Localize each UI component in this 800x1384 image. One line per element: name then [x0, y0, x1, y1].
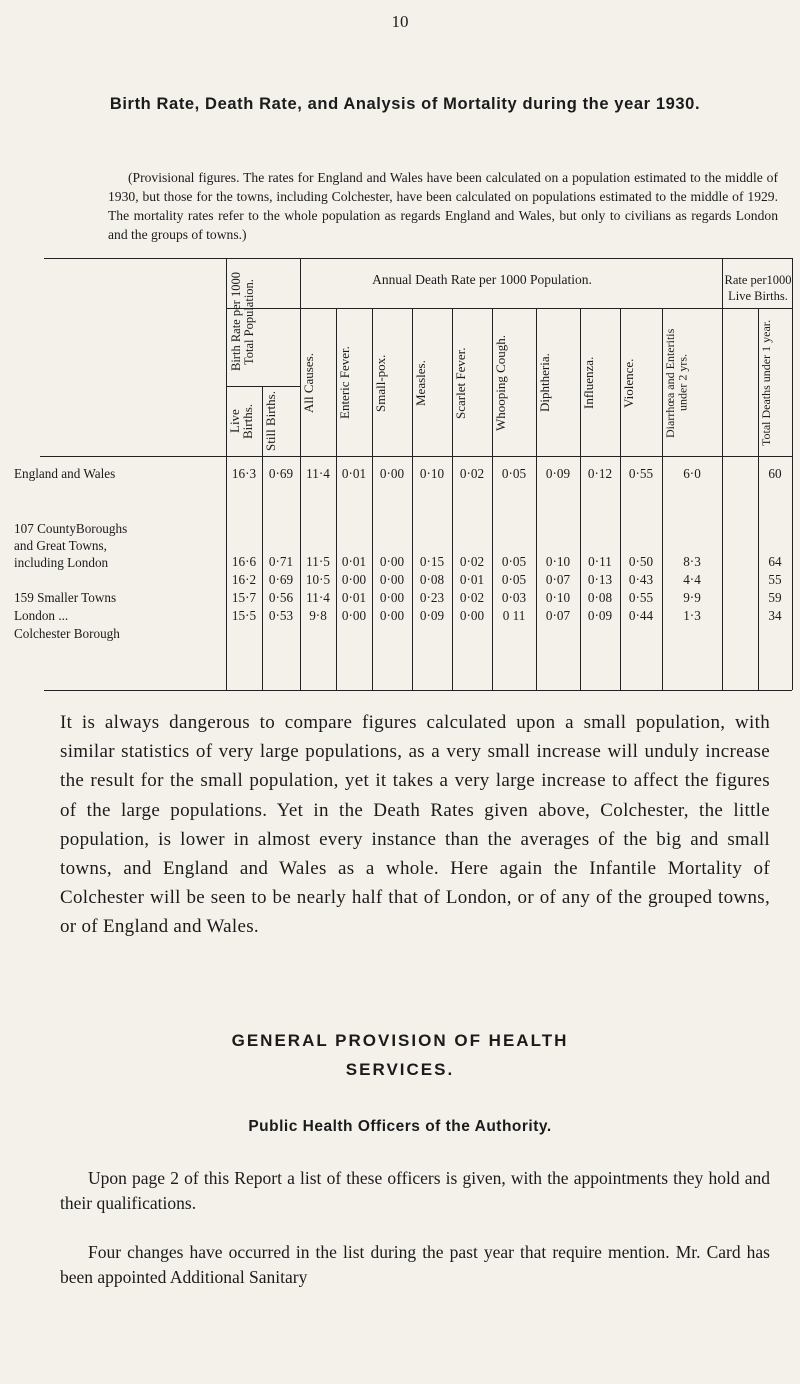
- table-cell: 0·09: [587, 608, 613, 623]
- page-number: 10: [391, 12, 409, 31]
- table-cell: 0·05: [501, 466, 527, 481]
- table-cell: 0·05: [501, 572, 527, 587]
- influenza-header: Influenza.: [581, 356, 596, 410]
- table-cell: 16·6: [231, 554, 257, 569]
- table-cell: 0·12: [587, 466, 613, 481]
- table-cell: 0·02: [459, 590, 485, 605]
- table-cell: 0·55: [628, 590, 654, 605]
- diarrhoea-header: Diarrhœa and Enteritis under 2 yrs.: [663, 328, 690, 438]
- table-cell: 0·09: [545, 466, 571, 481]
- table-cell: 0·00: [379, 466, 405, 481]
- table-cell: 0 11: [502, 608, 526, 623]
- table-cell: 10·5: [305, 572, 331, 587]
- table-cell: 0·01: [341, 466, 367, 481]
- table-cell: 4·4: [683, 572, 701, 587]
- diphtheria-header: Diphtheria.: [537, 353, 552, 413]
- table-cell: 0·07: [545, 572, 571, 587]
- table-cell: 8·3: [683, 554, 701, 569]
- table-cell: 59: [768, 590, 782, 605]
- table-cell: 0·44: [628, 608, 654, 623]
- table-cell: 15·7: [231, 590, 257, 605]
- table-cell: 1·3: [683, 608, 701, 623]
- body-paragraph: It is always dangerous to compare figures calculated upon a small population, with similar statistics of very large populations, as a very small increase will unduly increase the result for the small population, yet it takes a very large increase to affect the figures of the large populations. Yet in the Death Rates given above, Colchester, the little population, is lower in almost every instance than the averages of the big and small towns, and England and Wales as a whole. Here again the Infantile Mortality of Colchester will be seen to be nearly half that of London, or of any of the grouped towns, or of England and Wales.: [60, 712, 770, 938]
- table-cell: 0·69: [268, 572, 294, 587]
- table-cell: 0·55: [628, 466, 654, 481]
- table-cell: 0·43: [628, 572, 654, 587]
- table-cell: 0·00: [341, 572, 367, 587]
- all-causes-header: All Causes.: [301, 353, 316, 413]
- table-cell: 0·01: [459, 572, 485, 587]
- table-cell: 0·00: [379, 572, 405, 587]
- subsection-heading: Public Health Officers of the Authority.: [248, 1118, 552, 1135]
- table-cell: 16·2: [231, 572, 257, 587]
- table-cell: 0·13: [587, 572, 613, 587]
- table-cell: 0·71: [268, 554, 294, 569]
- table-cell: 0·23: [419, 590, 445, 605]
- table-cell: 0·00: [459, 608, 485, 623]
- paragraph: Four changes have occurred in the list during the past year that require mention. Mr. Card has been appointed Additional Sanitary: [60, 1242, 770, 1287]
- section-heading: GENERAL PROVISION OF HEALTH: [231, 1031, 569, 1050]
- mortality-table: [14, 258, 794, 690]
- table-cell: 0·00: [379, 590, 405, 605]
- table-cell: 9·9: [683, 590, 701, 605]
- section-heading-cont: SERVICES.: [345, 1060, 455, 1079]
- table-cell: 0·00: [341, 608, 367, 623]
- table-cell: 0·03: [501, 590, 527, 605]
- live-births-header: Live Births.: [227, 403, 255, 439]
- paragraph: Upon page 2 of this Report a list of these officers is given, with the appointments they hold and their qualifications.: [60, 1168, 770, 1213]
- table-cell: 0·69: [268, 466, 294, 481]
- table-cell: 0·50: [628, 554, 654, 569]
- whooping-cough-header: Whooping Cough.: [493, 334, 508, 432]
- table-cell: 11·4: [306, 590, 330, 605]
- table-cell: 6·0: [683, 466, 701, 481]
- small-pox-header: Small-pox.: [373, 354, 388, 412]
- violence-header: Violence.: [621, 358, 636, 408]
- table-cell: 16·3: [231, 466, 257, 481]
- table-cell: 15·5: [231, 608, 257, 623]
- table-cell: 0·08: [587, 590, 613, 605]
- table-cell: 34: [768, 608, 782, 623]
- measles-header: Measles.: [413, 360, 428, 406]
- table-cell: 0·53: [268, 608, 294, 623]
- table-cell: 9·8: [309, 608, 327, 623]
- table-cell: 60: [768, 466, 782, 481]
- table-cell: 0·00: [379, 608, 405, 623]
- row-label: 107 CountyBoroughs and Great Towns, including London: [14, 521, 128, 570]
- birth-rate-header: Birth Rate per 1000 Total Population.: [229, 272, 256, 372]
- table-cell: 0·09: [419, 608, 445, 623]
- row-label: London ...: [14, 608, 69, 623]
- total-deaths-header: Total Deaths under 1 year.: [759, 319, 773, 447]
- table-cell: 0·01: [341, 590, 367, 605]
- table-cell: 0·15: [419, 554, 445, 569]
- table-cell: 55: [768, 572, 782, 587]
- table-cell: 0·11: [588, 554, 612, 569]
- table-cell: 0·10: [545, 590, 571, 605]
- table-cell: 64: [768, 554, 782, 569]
- still-births-header: Still Births.: [263, 391, 278, 451]
- table-cell: 0·07: [545, 608, 571, 623]
- table-cell: 0·02: [459, 466, 485, 481]
- rate-per-1000-header: Rate per1000 Live Births.: [724, 273, 792, 303]
- table-cell: 0·10: [545, 554, 571, 569]
- table-cell: 0·01: [341, 554, 367, 569]
- table-cell: 0·05: [501, 554, 527, 569]
- table-cell: 0·56: [268, 590, 294, 605]
- annual-death-rate-header: Annual Death Rate per 1000 Population.: [372, 272, 592, 287]
- table-cell: 11·4: [306, 466, 330, 481]
- table-cell: 11·5: [306, 554, 330, 569]
- table-cell: 0·08: [419, 572, 445, 587]
- page-title: Birth Rate, Death Rate, and Analysis of Mortality during the year 1930.: [109, 95, 701, 113]
- provisional-note: (Provisional figures. The rates for England and Wales have been calculated on a population estimated to the middle of 1930, but those for the towns, including Colchester, have been calculated on populations estimated to the middle of 1929. The mortality rates refer to the whole population as regards England and Wales, but only to civilians as regards London and the groups of towns.): [108, 170, 778, 242]
- row-label: Colchester Borough: [14, 626, 120, 641]
- table-cell: 0·02: [459, 554, 485, 569]
- enteric-fever-header: Enteric Fever.: [337, 346, 352, 420]
- table-cell: 0·00: [379, 554, 405, 569]
- scarlet-fever-header: Scarlet Fever.: [453, 347, 468, 419]
- row-label: 159 Smaller Towns: [14, 590, 117, 605]
- table-cell: 0·10: [419, 466, 445, 481]
- row-label: England and Wales: [14, 466, 116, 481]
